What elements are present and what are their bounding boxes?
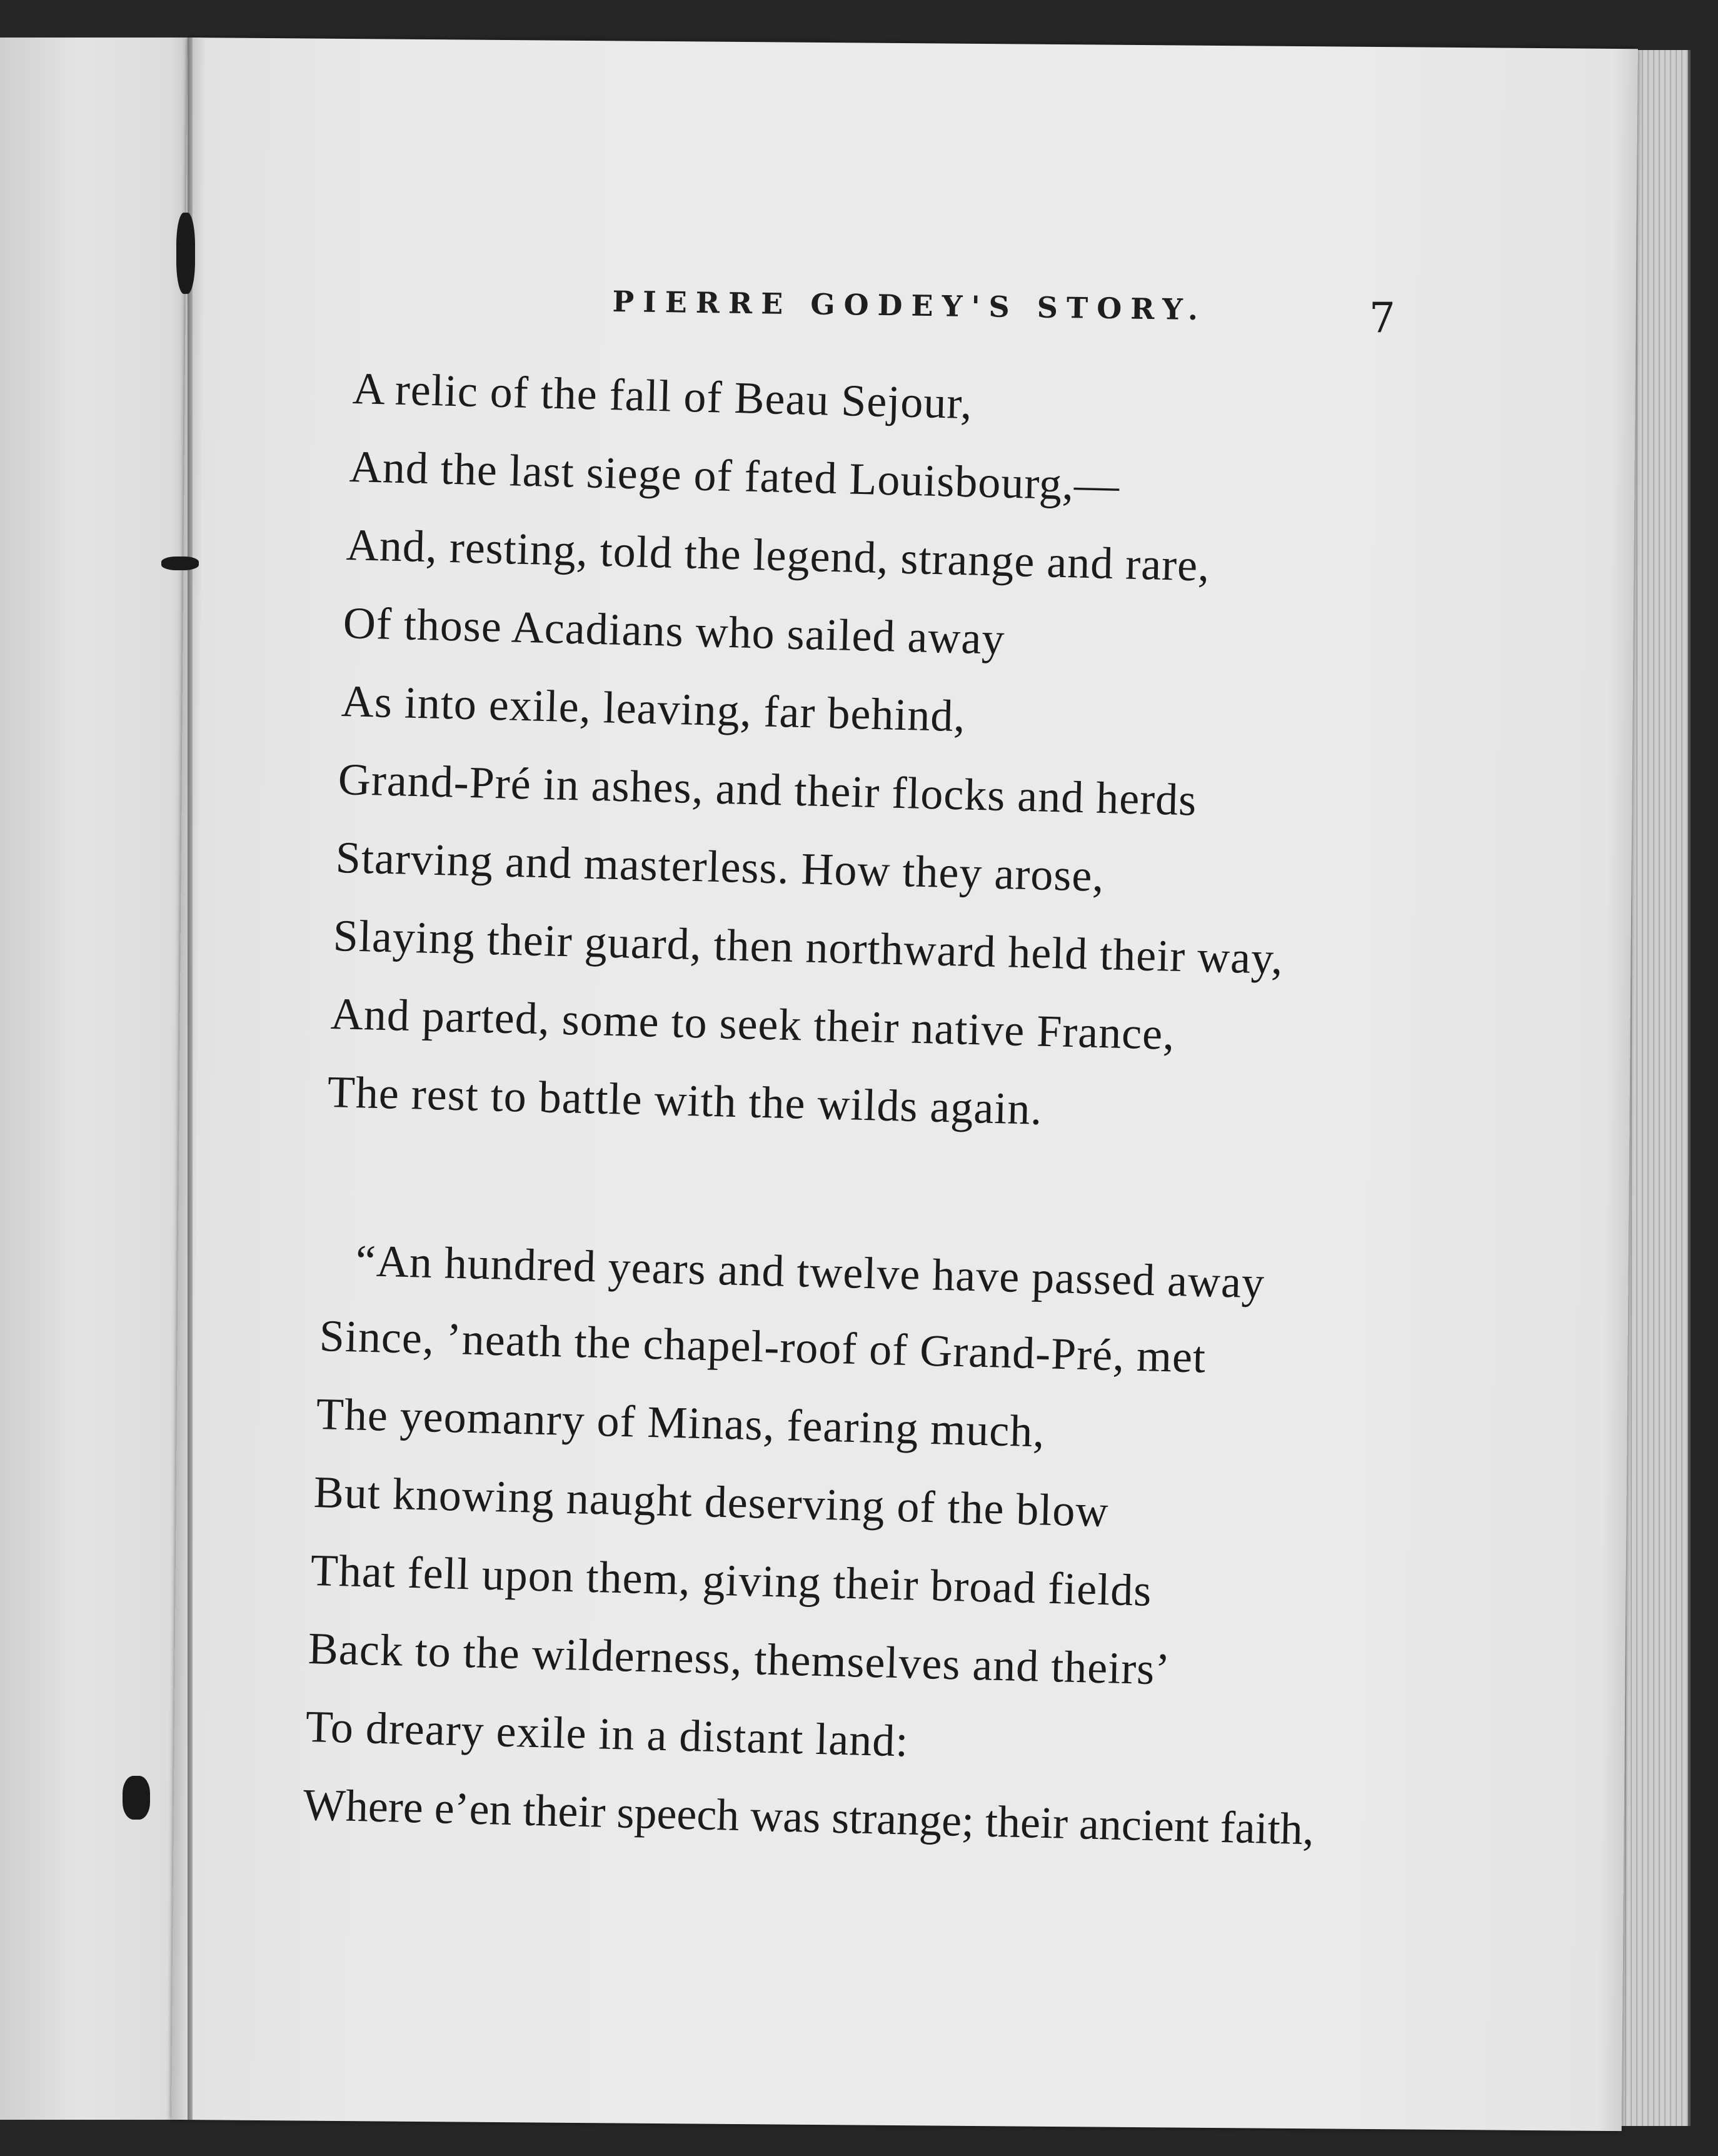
- verse-line: Of those Acadians who sailed away: [343, 597, 1006, 664]
- binding-thread-mark: [123, 1776, 150, 1820]
- binding-gutter: [188, 38, 193, 2120]
- binding-thread-mark: [161, 557, 199, 570]
- verse-line: And, resting, told the legend, strange and rare,: [346, 519, 1211, 591]
- binding-thread-mark: [176, 213, 195, 294]
- verse-line: Back to the wilderness, themselves and theirs’: [308, 1623, 1172, 1695]
- verse-line: Starving and masterless. How they arose,: [335, 832, 1105, 902]
- verse-line: “An hundred years and twelve have passed away: [355, 1235, 1265, 1308]
- verse-line: But knowing naught deserving of the blow: [313, 1466, 1110, 1537]
- verse-line: Grand-Pré in ashes, and their flocks and herds: [338, 753, 1198, 825]
- verse-line: Since, ’neath the chapel-roof of Grand-Pré, met: [319, 1310, 1207, 1383]
- verse-line: Where e’en their speech was strange; their ancient faith,: [303, 1779, 1315, 1855]
- verse-line: The rest to battle with the wilds again.: [327, 1066, 1043, 1134]
- verse-line: A relic of the fall of Beau Sejour,: [352, 363, 973, 429]
- running-head: PIERRE GODEY'S STORY.: [612, 285, 1207, 327]
- verse-line: As into exile, leaving, far behind,: [341, 675, 967, 742]
- verse-line: And the last siege of fated Louisbourg,—: [349, 441, 1121, 511]
- page-number: 7: [1369, 294, 1395, 342]
- verse-line: That fell upon them, giving their broad fields: [310, 1544, 1153, 1616]
- verse-line: Slaying their guard, then northward held their way,: [333, 910, 1284, 984]
- verse-line: And parted, some to seek their native France,: [330, 988, 1176, 1059]
- verse-line: The yeomanry of Minas, fearing much,: [316, 1388, 1046, 1457]
- left-page: [0, 38, 202, 2120]
- verse-line: To dreary exile in a distant land:: [305, 1701, 910, 1766]
